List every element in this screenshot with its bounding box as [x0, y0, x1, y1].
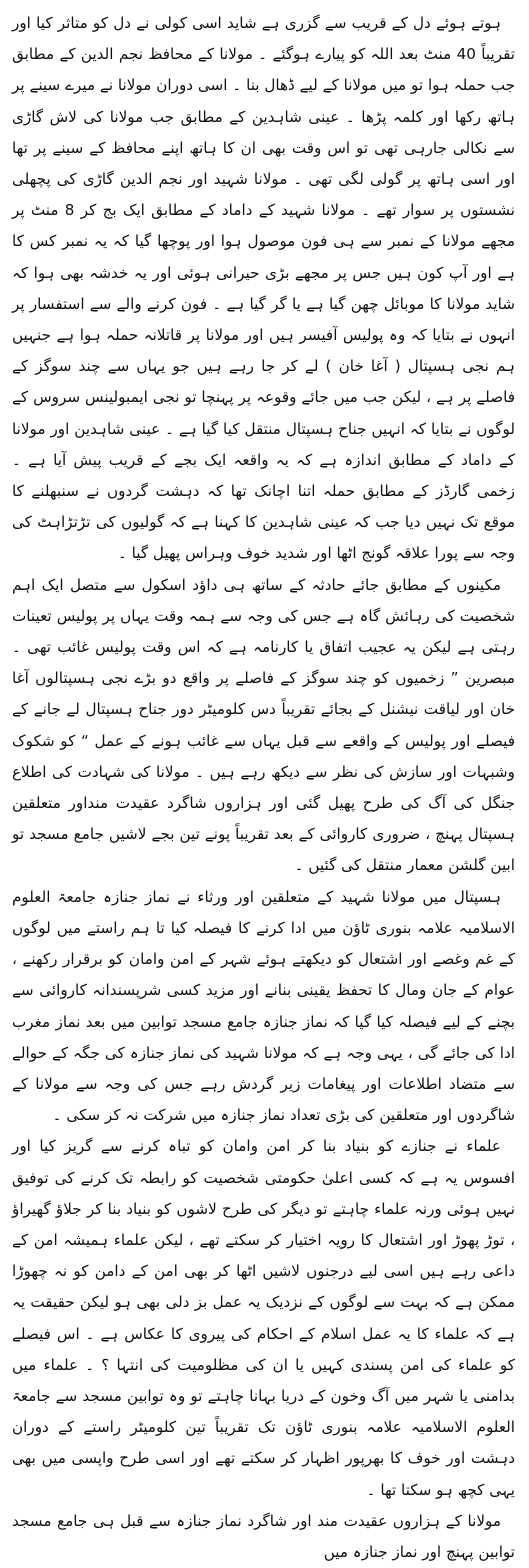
article-paragraph-1: ہوتے ہوئے دل کے قریب سے گزری ہے شاید اسی کولی نے دل کو متاثر کیا اور تقریباً 40 منٹ بعد اللہ کو پیارے ہوگئے ۔ مولانا کے محافظ نجم الدین کے مطابق جب حملہ ہوا تو میں مولانا کے لیے ڈھال بنا ۔ اسی دوران مولانا نے میرے سینے پر ہاتھ رکھا اور کلمہ پڑھا ۔ عینی شاہدین کے مطابق جب مولانا کی لاش گاڑی سے نکالی جارہی تھی تو اس وقت بھی ان کا ہاتھ اپنے محافظ کے سینے پر تھا اور اسی ہاتھ پر گولی لگی تھی ۔ مولانا شہید اور نجم الدین گاڑی کی پچھلی نشستوں پر سوار تھے ۔ مولانا شہید کے داماد کے مطابق ایک بج کر 8 منٹ پر مجھے مولانا کے نمبر سے ہی فون موصول ہوا اور پوچھا گیا کہ یہ نمبر کس کا ہے اور آپ کون ہیں جس پر مجھے بڑی حیرانی ہوئی اور یہ خدشہ بھی ہوا کہ شاید مولانا کا موبائل چھن گیا ہے یا گر گیا ہے ۔ فون کرنے والے سے استفسار پر انہوں نے بتایا کہ وہ پولیس آفیسر ہیں اور مولانا پر قاتلانہ حملہ ہوا ہے جنہیں ہم نجی ہسپتال ( آغا خان ) لے کر جا رہے ہیں جو یہاں سے چند سوگز کے فاصلے پر ہے ، لیکن جب میں جائے وقوعہ پر پہنچا تو نجی ایمبولینس سروس کے لوگوں نے بتایا کہ انہیں جناح ہسپتال منتقل کیا گیا ہے ۔ عینی شاہدین اور مولانا کے داماد کے مطابق اندازہ ہے کہ یہ واقعہ ایک بجے کے قریب پیش آیا ہے ۔ زخمی گارڈز کے مطابق حملہ اتنا اچانک تھا کہ دہشت گردوں نے سنبھلنے کا موقع تک نہیں دیا جب کہ عینی شاہدین کا کہنا ہے کہ گولیوں کی تڑتڑاہٹ کی وجہ سے پورا علاقہ گونج اٹھا اور شدید خوف وہراس پھیل گیا ۔: [12, 14, 516, 563]
article-paragraph-4: علماء نے جنازے کو بنیاد بنا کر امن وامان کو تباہ کرنے سے گریز کیا اور افسوس یہ ہے کہ کسی اعلیٰ حکومتی شخصیت کو رابطہ تک کرنے کی توفیق نہیں ہوئی ورنہ علماء چاہتے تو دیگر کی طرح لاشوں کو بنیاد بنا کر جلاؤ گھیراؤ ، توڑ پھوڑ اور اشتعال کا رویہ اختیار کر سکتے تھے ، لیکن علماء ہمیشہ امن کے داعی رہے ہیں اسی لیے درجنوں لاشیں اٹھا کر بھی امن کے دامن کو نہ چھوڑا ممکن ہے کہ بہت سے لوگوں کے نزدیک یہ عمل بز دلی بھی ہو لیکن حقیقت یہ ہے کہ علماء کا یہ عمل اسلام کے احکام کی پیروی کا عکاس ہے ۔ اس فیصلے کو علماء کی امن پسندی کہیں یا ان کی مظلومیت کی انتہا ؟ ۔ علماء میں بدامنی یا شہر میں آگ وخون کے دریا بہانا چاہتے تو وہ توابین مسجد سے جامعۃ العلوم الاسلامیہ علامہ بنوری ٹاؤن تک تقریباً تین کلومیٹر راستے کے دوران دہشت اور خوف کا بھرپور اظہار کر سکتے تھے اور اسی طرح واپسی میں بھی یہی کچھ ہو سکتا تھا ۔: [12, 1137, 515, 1499]
article-paragraph-5: مولانا کے ہزاروں عقیدت مند اور شاگرد نماز جنازہ سے قبل ہی جامع مسجد توابین پہنچ اور نماز جنازہ میں: [12, 1511, 515, 1561]
article-paragraph-3: ہسپتال میں مولانا شہید کے متعلقین اور ورثاء نے نماز جنازہ جامعۃ العلوم الاسلامیہ علامہ بنوری ٹاؤن میں ادا کرنے کا فیصلہ کیا تا ہم راستے میں لوگوں کے غم وغصے اور اشتعال کو دیکھتے ہوئے شہر کے امن وامان کو برقرار رکھنے ، عوام کے جان ومال کا تحفظ یقینی بنانے اور مزید کسی شرپسندانہ کاروائی سے بچنے کے لیے فیصلہ کیا گیا کہ نماز جنازہ جامع مسجد توابین میں بعد نماز مغرب ادا کی جائے گی ، یہی وجہ ہے کہ مولانا شہید کی نماز جنازہ کی جگہ کے حوالے سے متضاد اطلاعات اور پیغامات زیر گردش رہے جس کی وجہ سے مولانا کے شاگردوں اور متعلقین کی بڑی تعداد نماز جنازہ میں شرکت نہ کر سکی ۔: [12, 887, 515, 1125]
article-paragraph-2: مکینوں کے مطابق جائے حادثہ کے ساتھ ہی داؤد اسکول سے متصل ایک اہم شخصیت کی رہائش گاہ ہے جس کی وجہ سے ہمہ وقت یہاں پر پولیس تعینات رہتی ہے لیکن یہ عجیب اتفاق یا کارنامہ ہے کہ اس وقت پولیس غائب تھی ۔ مبصرین ” زخمیوں کو چند سوگز کے فاصلے پر واقع دو بڑے نجی ہسپتالوں آغا خان اور لیاقت نیشنل کے بجائے تقریباً دس کلومیٹر دور جناح ہسپتال لے جانے کے فیصلے اور پولیس کے واقعے سے قبل یہاں سے غائب ہونے کے عمل “ کو شکوک وشبہات اور سازش کی نظر سے دیکھ رہے ہیں ۔ مولانا کی شہادت کی اطلاع جنگل کی آگ کی طرح پھیل گئی اور ہزاروں شاگرد عقیدت منداور متعلقین ہسپتال پہنچ ، ضروری کاروائی کے بعد تقریباً پونے تین بجے لاشیں جامع مسجد تو ابین گلشن معمار منتقل کی گئیں ۔: [12, 575, 515, 875]
